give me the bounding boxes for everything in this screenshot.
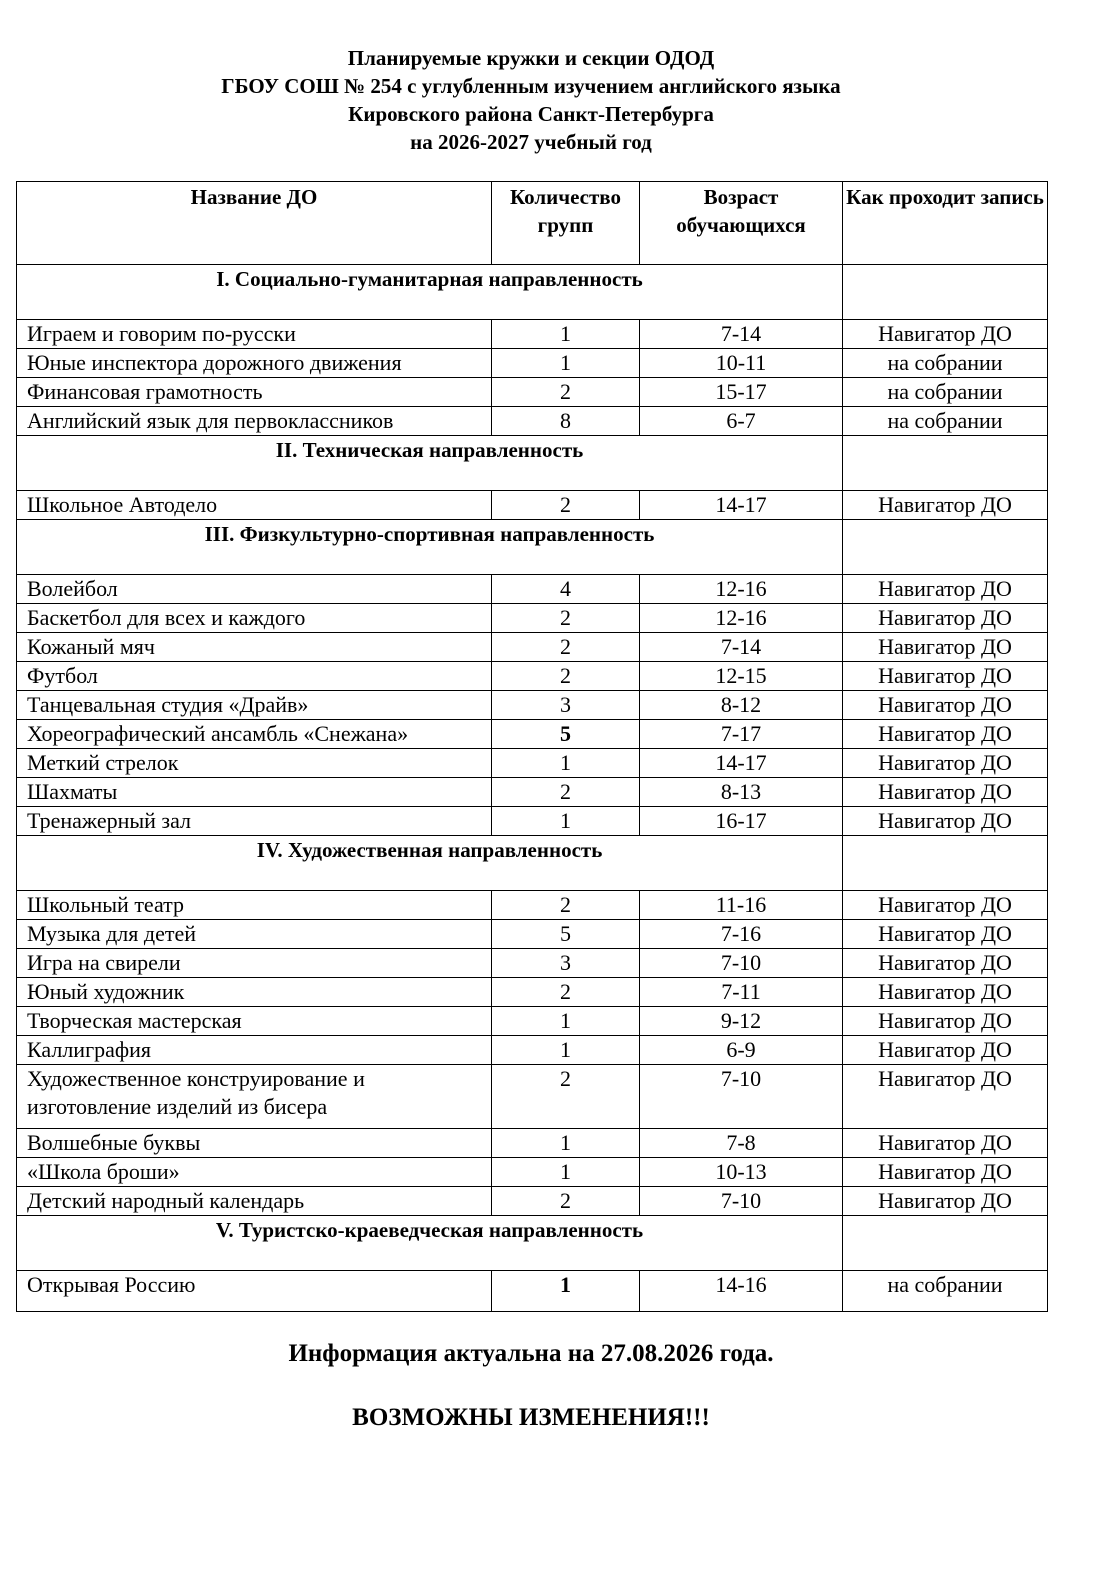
- section-row: [17, 836, 1048, 891]
- cell-age-range: 11-16: [640, 891, 843, 920]
- cell-enrollment-method: Навигатор ДО: [843, 949, 1048, 978]
- cell-enrollment-method: на собрании: [843, 1271, 1048, 1312]
- table-row: [17, 1129, 1048, 1158]
- cell-age-range: 14-17: [640, 491, 843, 520]
- cell-age-range: 12-16: [640, 575, 843, 604]
- table-row: [17, 320, 1048, 349]
- header-groups: Количество групп: [492, 182, 640, 265]
- cell-age-range: 7-10: [640, 949, 843, 978]
- section-empty-cell: [843, 436, 1048, 491]
- cell-groups-count: 1: [492, 1007, 640, 1036]
- cell-enrollment-method: Навигатор ДО: [843, 491, 1048, 520]
- cell-groups-count: 1: [492, 1129, 640, 1158]
- cell-club-name: Юный художник: [17, 978, 492, 1007]
- table-row: [17, 633, 1048, 662]
- table-header-row: [17, 182, 1048, 265]
- cell-age-range: 12-15: [640, 662, 843, 691]
- cell-enrollment-method: Навигатор ДО: [843, 749, 1048, 778]
- title-line-4: на 2026-2027 учебный год: [410, 130, 652, 154]
- cell-age-range: 7-14: [640, 633, 843, 662]
- cell-groups-count: 2: [492, 491, 640, 520]
- title-line-3: Кировского района Санкт-Петербурга: [348, 102, 714, 126]
- table-row: [17, 1065, 1048, 1129]
- table-row: [17, 1271, 1048, 1312]
- header-age: Возраст обучающихся: [640, 182, 843, 265]
- cell-enrollment-method: Навигатор ДО: [843, 575, 1048, 604]
- cell-club-name: Творческая мастерская: [17, 1007, 492, 1036]
- header-enrollment: Как проходит запись: [843, 182, 1048, 265]
- cell-age-range: 9-12: [640, 1007, 843, 1036]
- cell-club-name: Игра на свирели: [17, 949, 492, 978]
- cell-groups-count: 3: [492, 949, 640, 978]
- section-title: III. Физкультурно-спортивная направленность: [17, 520, 843, 575]
- table-row: [17, 949, 1048, 978]
- cell-club-name: Детский народный календарь: [17, 1187, 492, 1216]
- table-row: [17, 1158, 1048, 1187]
- cell-club-name: «Школа броши»: [17, 1158, 492, 1187]
- section-empty-cell: [843, 836, 1048, 891]
- cell-groups-count: 8: [492, 407, 640, 436]
- table-row: [17, 407, 1048, 436]
- cell-groups-count: 1: [492, 349, 640, 378]
- cell-enrollment-method: Навигатор ДО: [843, 1036, 1048, 1065]
- cell-club-name: Играем и говорим по-русски: [17, 320, 492, 349]
- cell-age-range: 14-16: [640, 1271, 843, 1312]
- cell-club-name: Школьный театр: [17, 891, 492, 920]
- section-title: IV. Художественная направленность: [17, 836, 843, 891]
- cell-groups-count: 5: [492, 920, 640, 949]
- cell-enrollment-method: Навигатор ДО: [843, 978, 1048, 1007]
- cell-groups-count: 2: [492, 604, 640, 633]
- cell-groups-count: 3: [492, 691, 640, 720]
- cell-age-range: 7-10: [640, 1187, 843, 1216]
- table-body: [17, 265, 1048, 1312]
- section-empty-cell: [843, 265, 1048, 320]
- cell-club-name: Хореографический ансамбль «Снежана»: [17, 720, 492, 749]
- cell-club-name: Открывая Россию: [17, 1271, 492, 1312]
- cell-club-name: Волшебные буквы: [17, 1129, 492, 1158]
- table-row: [17, 491, 1048, 520]
- cell-age-range: 10-11: [640, 349, 843, 378]
- cell-age-range: 7-10: [640, 1065, 843, 1129]
- cell-enrollment-method: на собрании: [843, 349, 1048, 378]
- table-row: [17, 778, 1048, 807]
- cell-club-name: Шахматы: [17, 778, 492, 807]
- cell-groups-count: 2: [492, 662, 640, 691]
- title-line-2: ГБОУ СОШ № 254 с углубленным изучением английского языка: [221, 74, 841, 98]
- table-row: [17, 749, 1048, 778]
- section-row: [17, 436, 1048, 491]
- cell-enrollment-method: Навигатор ДО: [843, 920, 1048, 949]
- cell-age-range: 12-16: [640, 604, 843, 633]
- cell-groups-count: 2: [492, 1187, 640, 1216]
- table-row: [17, 1036, 1048, 1065]
- title-line-1: Планируемые кружки и секции ОДОД: [347, 46, 715, 70]
- cell-club-name: Финансовая грамотность: [17, 378, 492, 407]
- cell-age-range: 6-9: [640, 1036, 843, 1065]
- cell-enrollment-method: на собрании: [843, 378, 1048, 407]
- section-row: [17, 1216, 1048, 1271]
- table-row: [17, 575, 1048, 604]
- cell-groups-count: 4: [492, 575, 640, 604]
- cell-club-name: Волейбол: [17, 575, 492, 604]
- table-row: [17, 978, 1048, 1007]
- cell-enrollment-method: Навигатор ДО: [843, 662, 1048, 691]
- cell-club-name: Кожаный мяч: [17, 633, 492, 662]
- cell-age-range: 14-17: [640, 749, 843, 778]
- table-row: [17, 604, 1048, 633]
- cell-age-range: 7-14: [640, 320, 843, 349]
- table-row: [17, 1007, 1048, 1036]
- cell-club-name: Юные инспектора дорожного движения: [17, 349, 492, 378]
- table-row: [17, 1187, 1048, 1216]
- cell-groups-count: 1: [492, 320, 640, 349]
- document-title: [0, 44, 1062, 156]
- table-row: [17, 662, 1048, 691]
- cell-age-range: 7-17: [640, 720, 843, 749]
- cell-age-range: 8-13: [640, 778, 843, 807]
- cell-groups-count: 1: [492, 1271, 640, 1312]
- cell-enrollment-method: Навигатор ДО: [843, 807, 1048, 836]
- cell-groups-count: 2: [492, 978, 640, 1007]
- table-row: [17, 691, 1048, 720]
- cell-age-range: 10-13: [640, 1158, 843, 1187]
- cell-groups-count: 1: [492, 1036, 640, 1065]
- cell-enrollment-method: Навигатор ДО: [843, 691, 1048, 720]
- cell-groups-count: 2: [492, 378, 640, 407]
- table-row: [17, 378, 1048, 407]
- cell-age-range: 15-17: [640, 378, 843, 407]
- clubs-table: [16, 181, 1048, 1312]
- cell-club-name: Каллиграфия: [17, 1036, 492, 1065]
- table-row: [17, 891, 1048, 920]
- section-empty-cell: [843, 520, 1048, 575]
- cell-enrollment-method: Навигатор ДО: [843, 1129, 1048, 1158]
- cell-enrollment-method: Навигатор ДО: [843, 1187, 1048, 1216]
- cell-club-name: Школьное Автодело: [17, 491, 492, 520]
- cell-enrollment-method: Навигатор ДО: [843, 1158, 1048, 1187]
- section-row: [17, 520, 1048, 575]
- table-row: [17, 920, 1048, 949]
- cell-enrollment-method: Навигатор ДО: [843, 778, 1048, 807]
- cell-groups-count: 2: [492, 633, 640, 662]
- cell-enrollment-method: Навигатор ДО: [843, 1065, 1048, 1129]
- cell-age-range: 7-11: [640, 978, 843, 1007]
- cell-groups-count: 1: [492, 1158, 640, 1187]
- cell-groups-count: 1: [492, 807, 640, 836]
- cell-club-name: Футбол: [17, 662, 492, 691]
- table-row: [17, 720, 1048, 749]
- cell-enrollment-method: Навигатор ДО: [843, 891, 1048, 920]
- cell-enrollment-method: Навигатор ДО: [843, 320, 1048, 349]
- cell-enrollment-method: Навигатор ДО: [843, 633, 1048, 662]
- cell-enrollment-method: Навигатор ДО: [843, 1007, 1048, 1036]
- cell-groups-count: 2: [492, 778, 640, 807]
- cell-groups-count: 2: [492, 891, 640, 920]
- cell-age-range: 7-8: [640, 1129, 843, 1158]
- cell-club-name: Тренажерный зал: [17, 807, 492, 836]
- cell-age-range: 6-7: [640, 407, 843, 436]
- section-title: V. Туристско-краеведческая направленность: [17, 1216, 843, 1271]
- section-title: I. Социально-гуманитарная направленность: [17, 265, 843, 320]
- section-title: II. Техническая направленность: [17, 436, 843, 491]
- cell-club-name: Танцевальная студия «Драйв»: [17, 691, 492, 720]
- info-date-note: Информация актуальна на 27.08.2026 года.: [288, 1340, 774, 1367]
- cell-club-name: Художественное конструирование и изготовление изделий из бисера: [17, 1065, 492, 1129]
- cell-club-name: Английский язык для первоклассников: [17, 407, 492, 436]
- table-row: [17, 807, 1048, 836]
- cell-age-range: 8-12: [640, 691, 843, 720]
- section-row: [17, 265, 1048, 320]
- cell-club-name: Баскетбол для всех и каждого: [17, 604, 492, 633]
- cell-enrollment-method: Навигатор ДО: [843, 604, 1048, 633]
- cell-groups-count: 5: [492, 720, 640, 749]
- table-row: [17, 349, 1048, 378]
- cell-club-name: Меткий стрелок: [17, 749, 492, 778]
- header-name: Название ДО: [17, 182, 492, 265]
- section-empty-cell: [843, 1216, 1048, 1271]
- cell-enrollment-method: Навигатор ДО: [843, 720, 1048, 749]
- cell-club-name: Музыка для детей: [17, 920, 492, 949]
- changes-warning: ВОЗМОЖНЫ ИЗМЕНЕНИЯ!!!: [352, 1404, 710, 1431]
- cell-groups-count: 2: [492, 1065, 640, 1129]
- cell-age-range: 16-17: [640, 807, 843, 836]
- cell-enrollment-method: на собрании: [843, 407, 1048, 436]
- cell-groups-count: 1: [492, 749, 640, 778]
- cell-age-range: 7-16: [640, 920, 843, 949]
